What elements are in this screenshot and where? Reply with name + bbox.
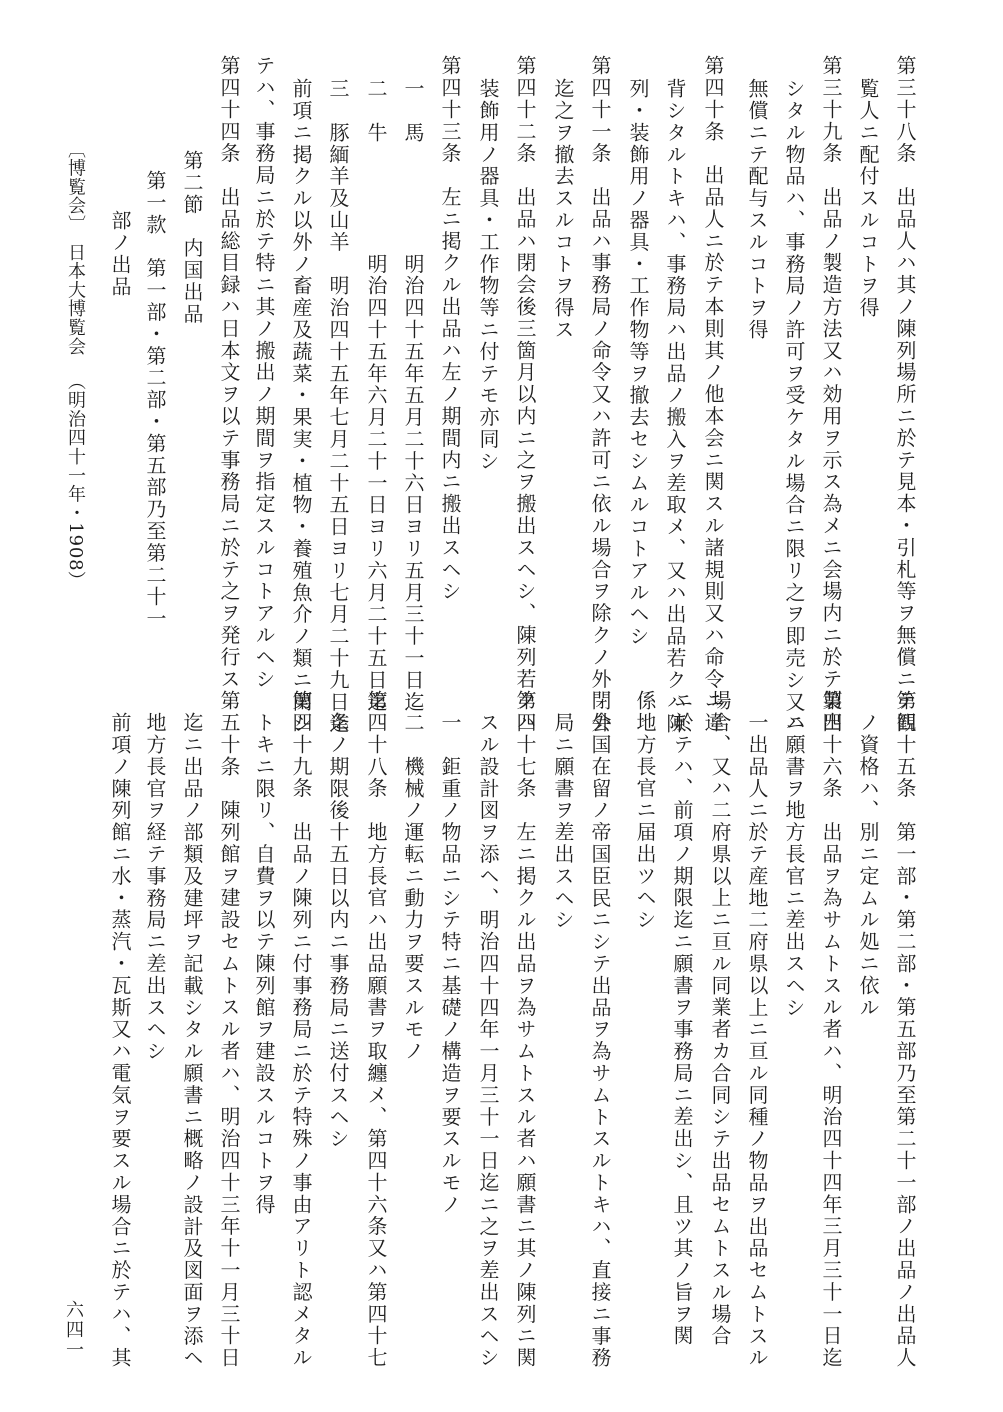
text-column: 無償ニテ配与スルコトヲ得: [745, 78, 769, 341]
text-column: スル設計図ヲ添ヘ、明治四十四年一月三十一日迄ニ之ヲ差出スヘシ: [476, 712, 500, 1369]
text-column: 第四十八条 地方長官ハ出品願書ヲ取纏メ、第四十六条又ハ第四十七: [364, 690, 388, 1369]
text-column: 第三十八条 出品人ハ其ノ陳列場所ニ於テ見本・引札等ヲ無償ニテ観: [893, 55, 917, 734]
text-column: 第四十二条 出品ハ閉会後三箇月以内ニ之ヲ搬出スヘシ、陳列若クハ: [513, 55, 537, 734]
text-column: 第四十五条 第一部・第二部・第五部乃至第二十一部ノ出品ノ出品人: [893, 690, 917, 1369]
text-column: 二 機械ノ運転ニ動力ヲ要スルモノ: [401, 712, 425, 1063]
text-column: 第四十条 出品人ニ於テ本則其ノ他本会ニ関スル諸規則又ハ命令ニ違: [701, 55, 725, 734]
text-column: 一出品人ニ於テ産地二府県以上ニ亘ル同種ノ物品ヲ出品セムトスル: [745, 712, 769, 1369]
text-column: 第四十三条 左ニ掲クル出品ハ左ノ期間内ニ搬出スヘシ: [438, 55, 462, 603]
text-column: 局ニ願書ヲ差出スヘシ: [551, 712, 575, 931]
subsection-heading: 部ノ出品: [108, 210, 132, 298]
text-column: 第三十九条 出品ノ製造方法又ハ効用ヲ示ス為メニ会場内ニ於テ製出: [819, 55, 843, 734]
text-column: 迄之ヲ撤去スルコトヲ得ス: [551, 78, 575, 341]
text-column: 第四十九条 出品ノ陳列ニ付事務局ニ於テ特殊ノ事由アリト認メタル: [289, 690, 313, 1369]
text-column: 第四十一条 出品ハ事務局ノ命令又ハ許可ニ依ル場合ヲ除クノ外閉会: [588, 55, 612, 734]
text-column: シタル物品ハ、事務局ノ許可ヲ受ケタル場合ニ限リ之ヲ即売シ又ハ: [782, 78, 806, 735]
text-column: 三 豚緬羊及山羊 明治四十五年七月二十五日ヨリ七月二十九日迄: [326, 78, 350, 735]
text-column: ノ資格ハ、別ニ定ムル処ニ依ル: [856, 712, 880, 1019]
text-column: トキニ限リ、自費ヲ以テ陳列館ヲ建設スルコトヲ得: [252, 712, 276, 1216]
running-header-tag: 〔博覧会〕: [65, 140, 86, 234]
text-column: 二 牛 明治四十五年六月二十一日ヨリ六月二十五日迄: [364, 78, 388, 714]
text-column: ニ於テハ、前項ノ期限迄ニ願書ヲ事務局ニ差出シ、且ツ其ノ旨ヲ関: [670, 690, 694, 1347]
text-column: 装飾用ノ器具・工作物等ニ付テモ亦同シ: [476, 78, 500, 473]
text-column: 第五十条 陳列館ヲ建設セムトスル者ハ、明治四十三年十一月三十日: [217, 690, 241, 1369]
section-heading: 第二節 内国出品: [180, 150, 204, 326]
text-column: 背シタルトキハ、事務局ハ出品ノ搬入ヲ差取メ、又ハ出品若クハ陳: [663, 78, 687, 735]
text-column: 係地方長官ニ届出ツヘシ: [633, 690, 657, 931]
text-column: ニ願書ヲ地方長官ニ差出スヘシ: [782, 712, 806, 1019]
text-column: 覧人ニ配付スルコトヲ得: [856, 78, 880, 319]
text-column: 一 馬 明治四十五年五月二十六日ヨリ五月三十一日迄: [401, 78, 425, 714]
text-column: 第四十七条 左ニ掲クル出品ヲ為サムトスル者ハ願書ニ其ノ陳列ニ関: [513, 690, 537, 1369]
running-header-title: 日本大博覧会: [65, 243, 86, 356]
text-column: 条ノ期限後十五日以内ニ事務局ニ送付スヘシ: [326, 712, 350, 1150]
text-column: 前項ニ掲クル以外ノ畜産及蔬菜・果実・植物・養殖魚介ノ類ニ関シ: [289, 78, 313, 735]
running-header-date: （明治四十一年・1908）: [65, 372, 86, 591]
page-number: 六四一: [63, 1300, 84, 1360]
text-column: 地方長官ヲ経テ事務局ニ差出スヘシ: [143, 712, 167, 1063]
subsection-heading: 第一款 第一部・第二部・第五部乃至第二十一: [143, 170, 167, 630]
text-column: 迄ニ出品ノ部類及建坪ヲ記載シタル願書ニ概略ノ設計及図面ヲ添ヘ: [180, 712, 204, 1369]
text-column: 外国在留ノ帝国臣民ニシテ出品ヲ為サムトスルトキハ、直接ニ事務: [588, 712, 612, 1369]
text-column: 前項ノ陳列館ニ水・蒸汽・瓦斯又ハ電気ヲ要スル場合ニ於テハ、其: [108, 712, 132, 1369]
text-column: テハ、事務局ニ於テ特ニ其ノ搬出ノ期間ヲ指定スルコトアルヘシ: [252, 55, 276, 691]
text-column: 第四十四条 出品総目録ハ日本文ヲ以テ事務局ニ於テ之ヲ発行ス: [217, 55, 241, 691]
text-column: 一 鉅重ノ物品ニシテ特ニ基礎ノ構造ヲ要スルモノ: [438, 712, 462, 1216]
text-column: 列・装飾用ノ器具・工作物等ヲ撤去セシムルコトアルヘシ: [626, 78, 650, 648]
text-column: 場合、又ハ二府県以上ニ亘ル同業者カ合同シテ出品セムトスル場合: [708, 690, 732, 1347]
text-column: 第四十六条 出品ヲ為サムトスル者ハ、明治四十四年三月三十一日迄: [819, 690, 843, 1369]
